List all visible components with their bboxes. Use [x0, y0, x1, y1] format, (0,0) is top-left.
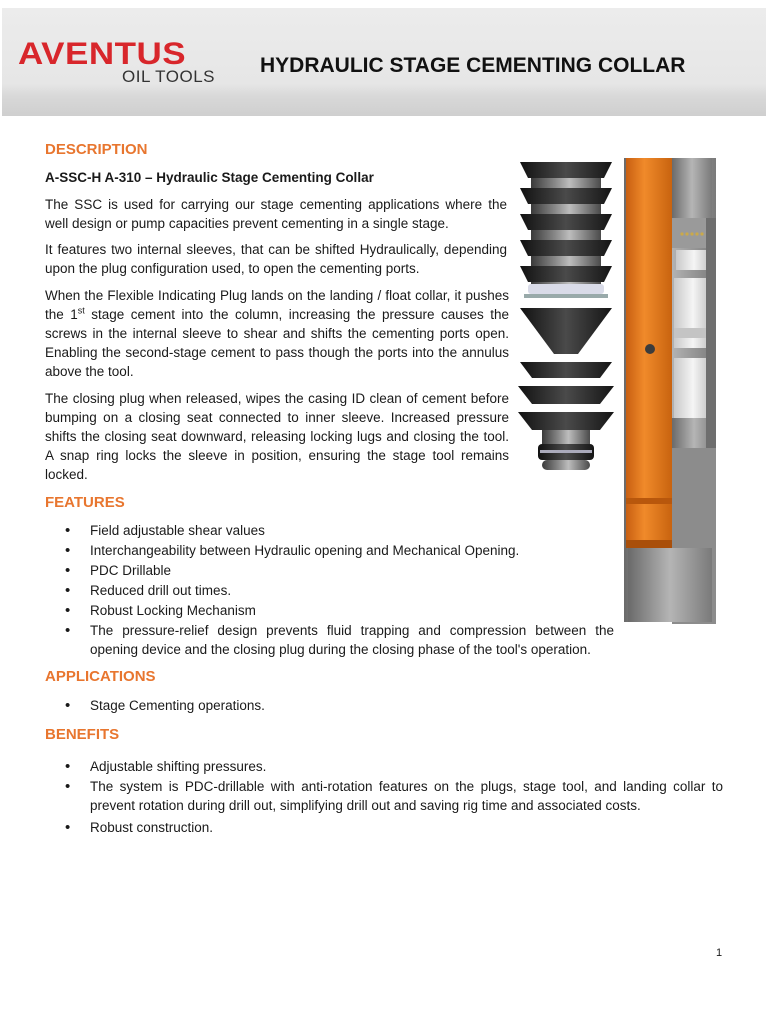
- list-item: • Robust construction.: [45, 818, 723, 837]
- features-heading: FEATURES: [45, 494, 125, 511]
- list-item: • Interchangeability between Hydraulic opening and Mechanical Opening.: [45, 541, 614, 560]
- list-item: • Field adjustable shear values: [45, 521, 614, 540]
- applications-list: [45, 696, 723, 716]
- description-paragraph-4: The closing plug when released, wipes the casing ID clean of cement before bumping on a closing seat connected to inner sleeve. Increased pressure shifts the closing seat downward, releasing locking lugs and closing the tool. A snap ring locks the sleeve in position, ensuring the stage tool remains locked.: [45, 391, 509, 482]
- closing-plug-drawing: [518, 308, 614, 470]
- document-title: HYDRAULIC STAGE CEMENTING COLLAR: [260, 54, 686, 77]
- benefits-heading: BENEFITS: [45, 726, 120, 743]
- description-paragraph-1: The SSC is used for carrying our stage cementing applications where the well design or pump capacities prevent cementing in a single stage.: [45, 197, 507, 231]
- description-paragraph-2: It features two internal sleeves, that can be shifted Hydraulically, depending upon the plug configuration used, to open the cementing ports.: [45, 242, 507, 276]
- product-subtitle: A-SSC-H A-310 – Hydraulic Stage Cementing Collar: [45, 170, 374, 185]
- page-number: 1: [716, 947, 723, 959]
- description-paragraph-3: When the Flexible Indicating Plug lands on the landing / float collar, it pushes the 1st stage cement into the column, increasing the pressure causes the screws in the internal sleeve to shear and shifts the cementing ports open. Enabling the second-stage cement to pass though the ports into the annulus above the tool.: [45, 288, 509, 379]
- list-item: • The pressure-relief design prevents fluid trapping and compression between the opening device and the closing plug during the closing phase of the tool's operation.: [45, 621, 614, 659]
- opening-plug-drawing: [520, 162, 612, 298]
- list-item: • Robust Locking Mechanism: [45, 601, 614, 620]
- page-header: [2, 8, 766, 116]
- list-item: • The system is PDC-drillable with anti-rotation features on the plugs, stage tool, and landing collar to prevent rotation during drill out, simplifying drill out and saving rig time and associated costs.: [45, 777, 723, 815]
- list-item: • PDC Drillable: [45, 561, 614, 580]
- list-item: • Adjustable shifting pressures.: [45, 757, 723, 776]
- description-heading: DESCRIPTION: [45, 141, 148, 158]
- list-item: • Stage Cementing operations.: [45, 696, 723, 715]
- company-logo-tagline: OIL TOOLS: [122, 67, 216, 86]
- product-illustration: [516, 158, 722, 624]
- applications-heading: APPLICATIONS: [45, 668, 156, 685]
- benefits-list: [45, 757, 723, 838]
- list-item: • Reduced drill out times.: [45, 581, 614, 600]
- company-logo-name: AVENTUS: [18, 36, 187, 72]
- stage-collar-drawing: [624, 158, 716, 624]
